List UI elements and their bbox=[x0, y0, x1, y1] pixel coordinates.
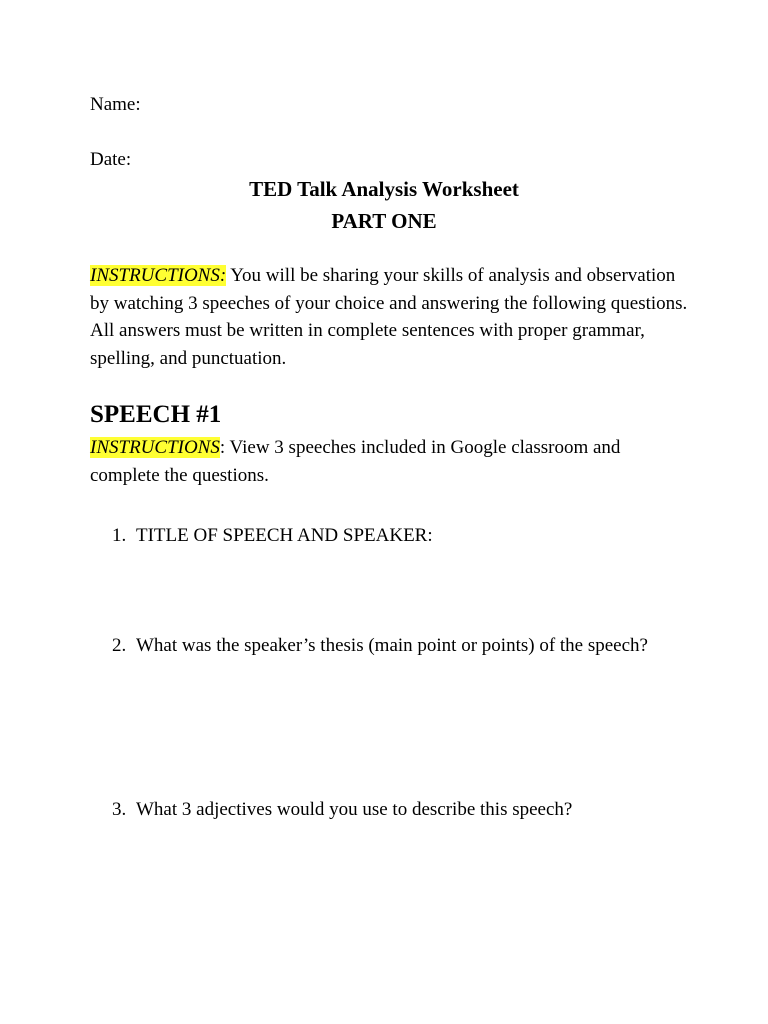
speech-instructions bbox=[90, 434, 690, 489]
name-label: Name: bbox=[90, 94, 141, 115]
speech-instructions-text: : View 3 speeches included in Google classroom and complete the questions. bbox=[90, 437, 621, 486]
general-instructions-text: You will be sharing your skills of analysis and observation by watching 3 speeches of your choice and answering the following questions. All answers must be written in complete sentences with proper grammar, spelling, and punctuation. bbox=[90, 265, 688, 369]
question-number: 1. bbox=[112, 525, 127, 546]
date-label: Date: bbox=[90, 149, 132, 170]
question-2 bbox=[112, 634, 712, 658]
question-text: What was the speaker’s thesis (main point or points) of the speech? bbox=[136, 635, 648, 656]
question-text: TITLE OF SPEECH AND SPEAKER: bbox=[136, 525, 433, 546]
question-3 bbox=[112, 798, 712, 822]
general-instructions bbox=[90, 262, 690, 372]
question-number: 2. bbox=[112, 635, 127, 656]
question-1 bbox=[112, 524, 712, 548]
speech-heading: SPEECH #1 bbox=[90, 401, 222, 428]
worksheet-title: TED Talk Analysis Worksheet bbox=[249, 177, 519, 201]
question-number: 3. bbox=[112, 799, 127, 820]
question-text: What 3 adjectives would you use to describe this speech? bbox=[136, 799, 573, 820]
speech-instructions-label-highlight: INSTRUCTIONS bbox=[90, 437, 220, 458]
instructions-label-highlight: INSTRUCTIONS: bbox=[90, 265, 227, 286]
worksheet-part: PART ONE bbox=[331, 209, 437, 233]
